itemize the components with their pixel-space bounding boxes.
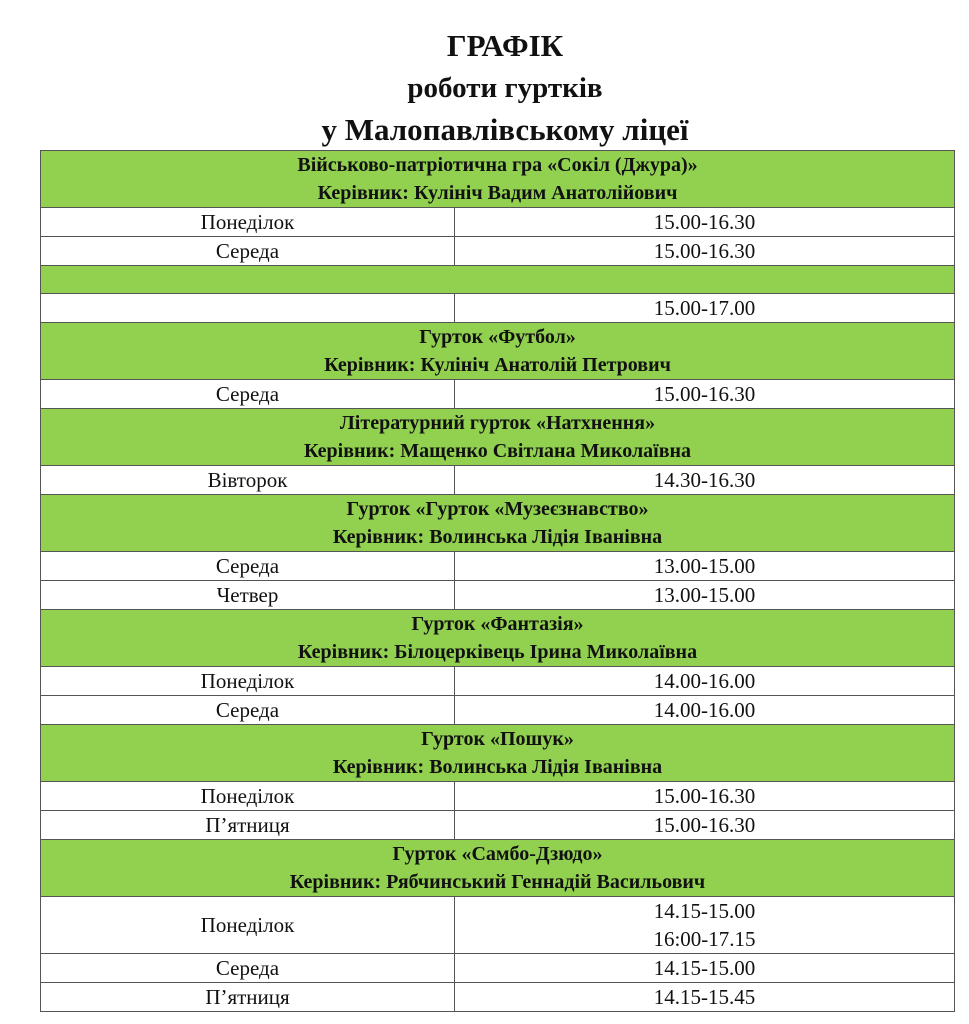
schedule-row (41, 811, 955, 840)
time-value: 15.00-16.30 (653, 210, 756, 234)
club-name: Гурток «Футбол» (419, 326, 576, 348)
day-cell: Середа (41, 552, 455, 581)
time-cell (455, 782, 955, 811)
empty-header-cell (41, 266, 955, 294)
club-header-cell (41, 495, 955, 552)
club-header-row (41, 610, 955, 667)
club-header-row (41, 495, 955, 552)
time-cell (455, 208, 955, 237)
club-header-row (41, 323, 955, 380)
club-name: Літературний гурток «Натхнення» (339, 412, 656, 434)
club-header-row (41, 409, 955, 466)
day-cell: Вівторок (41, 466, 455, 495)
schedule-row (41, 552, 955, 581)
time-value: 14.00-16.00 (653, 669, 756, 693)
schedule-row (41, 294, 955, 323)
club-leader: Керівник: Волинська Лідія Іванівна (332, 756, 663, 778)
time-value: 14.30-16.30 (653, 468, 756, 492)
time-value: 16:00-17.15 (653, 927, 756, 951)
time-value: 13.00-15.00 (653, 554, 756, 578)
time-value: 15.00-17.00 (653, 296, 756, 320)
time-value: 14.15-15.00 (653, 899, 756, 923)
day-cell: П’ятниця (41, 811, 455, 840)
time-value: 13.00-15.00 (653, 583, 756, 607)
club-leader: Керівник: Кулініч Анатолій Петрович (324, 354, 671, 376)
time-cell (455, 466, 955, 495)
club-name: Гурток «Пошук» (421, 728, 574, 750)
club-header-row (41, 725, 955, 782)
club-header-cell (41, 409, 955, 466)
schedule-row (41, 696, 955, 725)
schedule-row (41, 954, 955, 983)
time-cell (455, 581, 955, 610)
club-header-cell (41, 610, 955, 667)
schedule-row (41, 237, 955, 266)
time-cell (455, 811, 955, 840)
time-cell (455, 696, 955, 725)
club-leader: Керівник: Кулініч Вадим Анатолійович (317, 182, 678, 204)
time-cell (455, 983, 955, 1012)
club-header-row (41, 151, 955, 208)
time-cell (455, 237, 955, 266)
day-cell: Понеділок (41, 667, 455, 696)
time-value: 15.00-16.30 (653, 813, 756, 837)
club-header-cell (41, 151, 955, 208)
club-name: Військово-патріотична гра «Сокіл (Джура)» (297, 154, 698, 176)
club-leader: Керівник: Рябчинський Геннадій Васильович (289, 871, 706, 893)
time-cell (455, 380, 955, 409)
time-cell (455, 667, 955, 696)
club-leader: Керівник: Мащенко Світлана Миколаївна (303, 440, 692, 462)
day-cell: Понеділок (41, 782, 455, 811)
day-cell: Середа (41, 696, 455, 725)
time-cell (455, 294, 955, 323)
club-header-cell (41, 725, 955, 782)
time-value: 15.00-16.30 (653, 239, 756, 263)
time-cell (455, 552, 955, 581)
time-cell (455, 897, 955, 954)
schedule-row (41, 897, 955, 954)
club-header-cell (41, 323, 955, 380)
empty-header-row (41, 266, 955, 294)
club-name: Гурток «Гурток «Музеєзнавство» (346, 498, 649, 520)
day-cell: П’ятниця (41, 983, 455, 1012)
time-cell (455, 954, 955, 983)
time-value: 14.00-16.00 (653, 698, 756, 722)
club-header-cell (41, 840, 955, 897)
club-name: Гурток «Фантазія» (411, 613, 584, 635)
club-leader: Керівник: Волинська Лідія Іванівна (332, 526, 663, 548)
day-cell (41, 294, 455, 323)
day-cell: Середа (41, 237, 455, 266)
schedule-row (41, 581, 955, 610)
time-value: 14.15-15.00 (653, 956, 756, 980)
time-value: 15.00-16.30 (653, 784, 756, 808)
document-title: ГРАФІК (446, 28, 564, 63)
schedule-table-body (41, 151, 955, 1012)
time-value: 14.15-15.45 (653, 985, 756, 1009)
schedule-row (41, 380, 955, 409)
time-value: 15.00-16.30 (653, 382, 756, 406)
club-name: Гурток «Самбо-Дзюдо» (392, 843, 603, 865)
day-cell: Середа (41, 380, 455, 409)
schedule-row (41, 667, 955, 696)
schedule-row (41, 208, 955, 237)
schedule-row (41, 782, 955, 811)
club-leader: Керівник: Білоцерківець Ірина Миколаївна (297, 641, 698, 663)
schedule-table (40, 150, 955, 1012)
day-cell: Понеділок (41, 208, 455, 237)
day-cell: Четвер (41, 581, 455, 610)
day-cell: Середа (41, 954, 455, 983)
day-cell: Понеділок (41, 897, 455, 954)
document-subtitle-location: у Малопавлівському ліцеї (321, 112, 689, 147)
schedule-row (41, 466, 955, 495)
schedule-row (41, 983, 955, 1012)
club-header-row (41, 840, 955, 897)
document-subtitle: роботи гуртків (407, 72, 603, 104)
